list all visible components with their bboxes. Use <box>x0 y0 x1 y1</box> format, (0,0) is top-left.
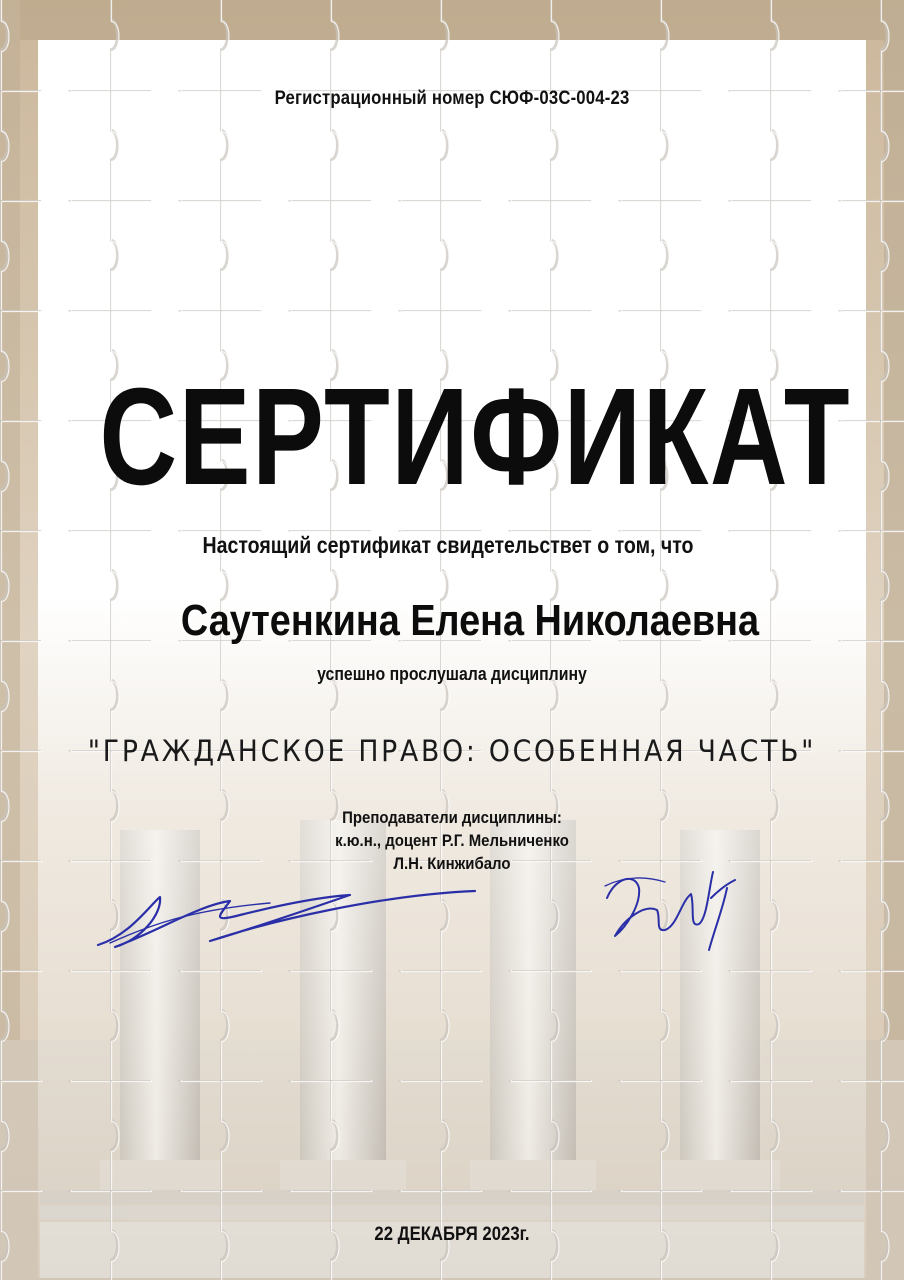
teachers-label: Преподаватели дисциплины: <box>342 808 562 827</box>
signature-left <box>90 875 490 960</box>
signature-right <box>595 858 745 958</box>
certificate-title: СЕРТИФИКАТ <box>99 360 852 514</box>
passed-text: успешно прослушала дисциплину <box>317 664 587 684</box>
teacher-1: к.ю.н., доцент Р.Г. Мельниченко <box>335 831 569 850</box>
course-title: "ГРАЖДАНСКОЕ ПРАВО: ОСОБЕННАЯ ЧАСТЬ" <box>87 734 817 768</box>
issue-date: 22 ДЕКАБРЯ 2023г. <box>374 1224 530 1245</box>
teacher-2: Л.Н. Кинжибало <box>393 854 511 873</box>
lead-text: Настоящий сертификат свидетельствет о том, что <box>202 532 694 558</box>
recipient-name: Саутенкина Елена Николаевна <box>180 596 760 645</box>
registration-number: Регистрационный номер СЮФ-03С-004-23 <box>274 88 630 109</box>
